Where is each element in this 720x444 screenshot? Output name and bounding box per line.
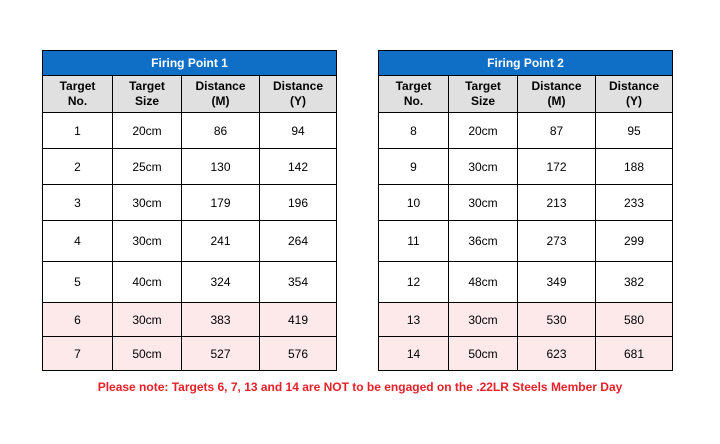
target-size-cell: 48cm xyxy=(449,262,518,303)
header-distance-y: Distance (Y) xyxy=(596,76,673,113)
table-title: Firing Point 2 xyxy=(379,51,673,76)
target-no-cell: 4 xyxy=(43,221,113,262)
table-row xyxy=(379,113,673,149)
target-size-cell: 30cm xyxy=(449,149,518,185)
target-no-cell: 11 xyxy=(379,221,449,262)
distance-y-cell: 354 xyxy=(260,262,337,303)
distance-y-cell: 580 xyxy=(596,303,673,337)
target-size-cell: 30cm xyxy=(113,221,182,262)
target-no-cell: 9 xyxy=(379,149,449,185)
target-no-cell: 1 xyxy=(43,113,113,149)
target-size-cell: 30cm xyxy=(113,303,182,337)
table-row xyxy=(379,337,673,371)
distance-y-cell: 196 xyxy=(260,185,337,221)
distance-m-cell: 273 xyxy=(518,221,596,262)
target-no-cell: 13 xyxy=(379,303,449,337)
target-size-cell: 50cm xyxy=(449,337,518,371)
target-size-cell: 50cm xyxy=(113,337,182,371)
target-size-cell: 40cm xyxy=(113,262,182,303)
target-size-cell: 25cm xyxy=(113,149,182,185)
firing-point-2-table xyxy=(378,50,673,371)
target-size-cell: 20cm xyxy=(113,113,182,149)
table-row xyxy=(379,185,673,221)
header-target-no: Target No. xyxy=(379,76,449,113)
table-row xyxy=(43,221,337,262)
table-row xyxy=(379,262,673,303)
distance-y-cell: 94 xyxy=(260,113,337,149)
distance-m-cell: 172 xyxy=(518,149,596,185)
table-row xyxy=(379,221,673,262)
distance-y-cell: 419 xyxy=(260,303,337,337)
table-row xyxy=(43,113,337,149)
target-size-cell: 30cm xyxy=(449,185,518,221)
distance-y-cell: 95 xyxy=(596,113,673,149)
header-target-no: Target No. xyxy=(43,76,113,113)
target-size-cell: 30cm xyxy=(113,185,182,221)
distance-m-cell: 623 xyxy=(518,337,596,371)
distance-m-cell: 324 xyxy=(182,262,260,303)
target-no-cell: 7 xyxy=(43,337,113,371)
header-distance-y: Distance (Y) xyxy=(260,76,337,113)
table-row xyxy=(43,185,337,221)
target-no-cell: 12 xyxy=(379,262,449,303)
distance-y-cell: 382 xyxy=(596,262,673,303)
distance-m-cell: 86 xyxy=(182,113,260,149)
distance-y-cell: 264 xyxy=(260,221,337,262)
table-row xyxy=(43,262,337,303)
header-distance-m: Distance (M) xyxy=(182,76,260,113)
table-row xyxy=(379,149,673,185)
distance-m-cell: 349 xyxy=(518,262,596,303)
table-title: Firing Point 1 xyxy=(43,51,337,76)
target-size-cell: 36cm xyxy=(449,221,518,262)
table-row xyxy=(43,303,337,337)
distance-m-cell: 527 xyxy=(182,337,260,371)
header-target-size: Target Size xyxy=(449,76,518,113)
distance-m-cell: 241 xyxy=(182,221,260,262)
distance-y-cell: 188 xyxy=(596,149,673,185)
distance-m-cell: 383 xyxy=(182,303,260,337)
table-row xyxy=(43,337,337,371)
target-size-cell: 20cm xyxy=(449,113,518,149)
target-no-cell: 2 xyxy=(43,149,113,185)
target-no-cell: 5 xyxy=(43,262,113,303)
distance-m-cell: 87 xyxy=(518,113,596,149)
distance-y-cell: 299 xyxy=(596,221,673,262)
table-row xyxy=(379,303,673,337)
target-no-cell: 8 xyxy=(379,113,449,149)
distance-y-cell: 142 xyxy=(260,149,337,185)
table-row xyxy=(43,149,337,185)
header-target-size: Target Size xyxy=(113,76,182,113)
distance-m-cell: 530 xyxy=(518,303,596,337)
engagement-note: Please note: Targets 6, 7, 13 and 14 are NOT to be engaged on the .22LR Steels Member Day xyxy=(97,380,623,394)
target-no-cell: 6 xyxy=(43,303,113,337)
distance-y-cell: 681 xyxy=(596,337,673,371)
distance-m-cell: 213 xyxy=(518,185,596,221)
target-no-cell: 10 xyxy=(379,185,449,221)
header-distance-m: Distance (M) xyxy=(518,76,596,113)
distance-y-cell: 576 xyxy=(260,337,337,371)
target-no-cell: 3 xyxy=(43,185,113,221)
firing-point-1-table xyxy=(42,50,337,371)
distance-m-cell: 130 xyxy=(182,149,260,185)
distance-m-cell: 179 xyxy=(182,185,260,221)
distance-y-cell: 233 xyxy=(596,185,673,221)
target-size-cell: 30cm xyxy=(449,303,518,337)
target-no-cell: 14 xyxy=(379,337,449,371)
